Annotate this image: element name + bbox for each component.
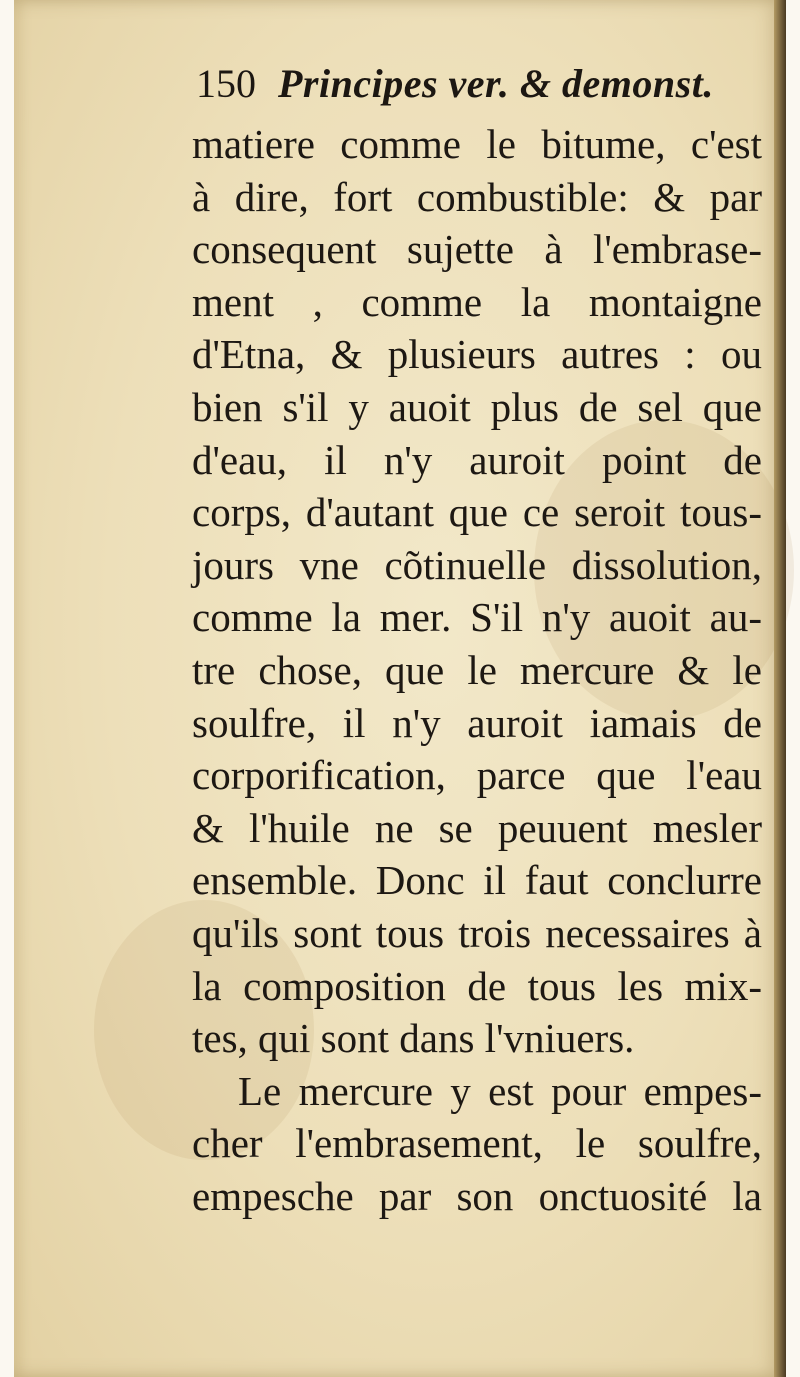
text-line: matiere comme le bitume, c'est xyxy=(192,121,762,167)
text-line: d'Etna, & plusieurs autres : ou xyxy=(192,331,762,378)
text-line: corps, d'autant que ce seroit tous- xyxy=(192,489,762,536)
text-line: jours vne cõtinuelle dissolution, xyxy=(192,541,762,588)
body-text xyxy=(192,118,762,1222)
page-header xyxy=(196,60,756,116)
text-line: comme la mer. S'il n'y auoit au- xyxy=(192,594,762,641)
text-line: cher l'embrasement, le soulfre, xyxy=(192,1120,762,1167)
text-line: & l'huile ne se peuuent mesler xyxy=(192,804,762,851)
page-spine-edge xyxy=(774,0,786,1377)
page-number: 150 xyxy=(196,61,256,106)
text-line: la composition de tous les mix- xyxy=(192,962,762,1009)
text-line: tre chose, que le mercure & le xyxy=(192,646,762,693)
text-line: d'eau, il n'y auroit point de xyxy=(192,436,762,483)
text-line: tes, qui sont dans l'vniuers. xyxy=(192,1015,635,1062)
text-line: bien s'il y auoit plus de sel que xyxy=(192,383,762,430)
text-line: empesche par son onctuosité la xyxy=(192,1172,762,1219)
text-line: Le mercure y est pour empes- xyxy=(238,1067,762,1114)
text-line: ment , comme la montaigne xyxy=(192,278,762,325)
text-line: corporification, parce que l'eau xyxy=(192,752,762,799)
text-line: ensemble. Donc il faut conclurre xyxy=(192,857,762,904)
running-title: Principes ver. & demonst. xyxy=(278,61,714,106)
text-line: qu'ils sont tous trois necessaires à xyxy=(192,909,762,956)
text-line: soulfre, il n'y auroit iamais de xyxy=(192,699,762,746)
text-line: à dire, fort combustible: & par xyxy=(192,173,762,220)
text-line: consequent sujette à l'embrase- xyxy=(192,226,762,273)
